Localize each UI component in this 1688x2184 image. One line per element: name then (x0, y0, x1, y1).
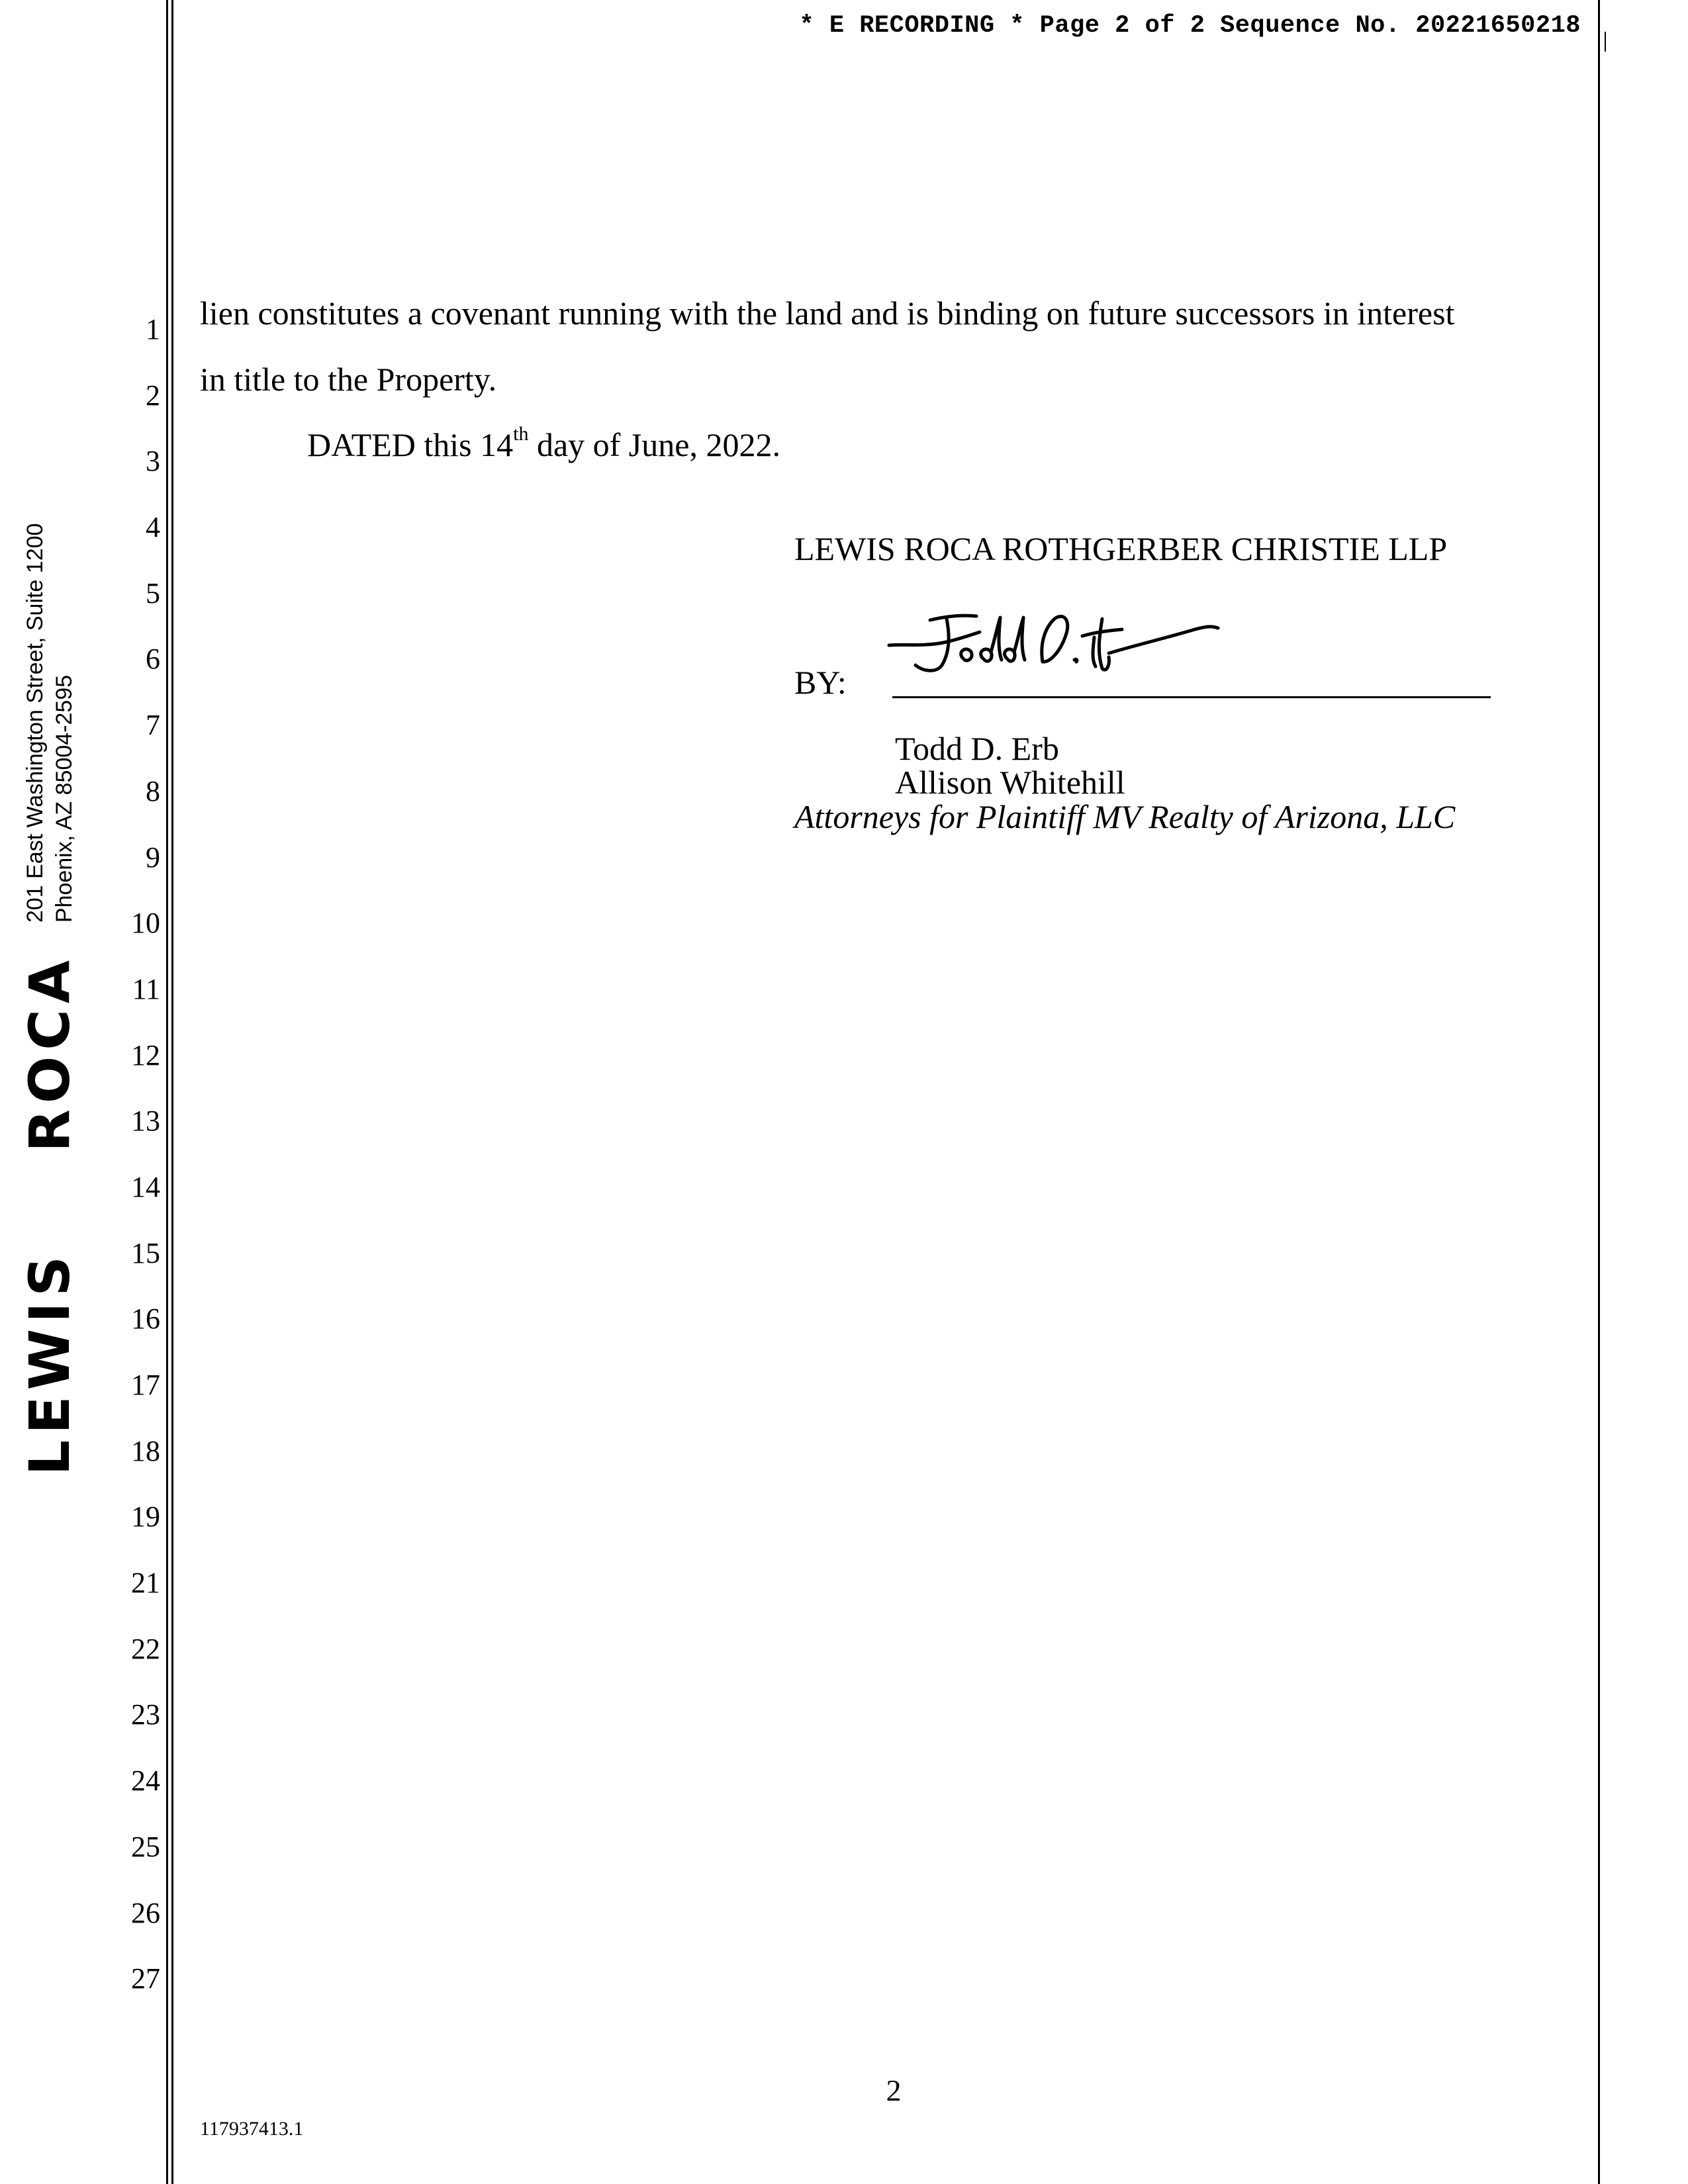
recording-header: * E RECORDING * Page 2 of 2 Sequence No. 20221650218 (799, 12, 1581, 40)
firm-sidebar (0, 0, 99, 2184)
dated-prefix: DATED this 14 (307, 426, 514, 463)
firm-address (21, 523, 79, 923)
signature-line (892, 696, 1491, 698)
line-number: 13 (131, 1105, 160, 1138)
line-number: 9 (146, 841, 160, 874)
line-number: 24 (131, 1764, 160, 1797)
signer-role: Attorneys for Plaintiff MV Realty of Arizona, LLC (794, 798, 1456, 835)
firm-name: LEWIS ROCA (17, 954, 82, 1476)
line-number: 22 (131, 1632, 160, 1665)
firm-block (17, 523, 82, 1476)
dated-line (307, 423, 780, 464)
signer-2: Allison Whitehill (895, 764, 1125, 801)
body-line-1: lien constitutes a covenant running with the land and is binding on future successors in interest (200, 295, 1455, 332)
line-number: 10 (131, 907, 160, 940)
page-number: 2 (886, 2073, 902, 2107)
line-number: 25 (131, 1830, 160, 1863)
by-label: BY: (794, 664, 847, 701)
body-line-2: in title to the Property. (200, 361, 497, 398)
signer-1: Todd D. Erb (895, 730, 1059, 767)
line-number: 1 (146, 313, 160, 345)
left-margin-rule-inner (171, 0, 173, 2184)
line-number: 17 (131, 1369, 160, 1401)
line-number: 12 (131, 1038, 160, 1071)
line-number: 27 (131, 1962, 160, 1995)
left-margin-rule-outer (166, 0, 168, 2184)
line-number: 7 (146, 709, 160, 742)
line-number: 14 (131, 1170, 160, 1203)
line-number: 4 (146, 511, 160, 544)
line-number: 11 (132, 972, 160, 1005)
line-numbers (99, 296, 160, 2012)
line-number: 5 (146, 576, 160, 610)
line-number: 3 (146, 445, 160, 478)
line-number: 19 (131, 1500, 160, 1533)
line-number: 26 (131, 1896, 160, 1929)
header-tick (1605, 32, 1606, 52)
line-number: 8 (146, 774, 160, 807)
handwritten-signature (884, 599, 1228, 692)
firm-address-line1: 201 East Washington Street, Suite 1200 (23, 523, 48, 923)
firm-address-line2: Phoenix, AZ 85004-2595 (52, 674, 77, 923)
dated-ordinal: th (513, 423, 529, 445)
line-number: 21 (131, 1567, 160, 1600)
signature-firm: LEWIS ROCA ROTHGERBER CHRISTIE LLP (794, 530, 1448, 567)
line-number: 15 (131, 1236, 160, 1269)
document-id: 117937413.1 (200, 2118, 304, 2140)
line-number: 18 (131, 1434, 160, 1467)
right-margin-rule (1598, 0, 1600, 2184)
line-number: 16 (131, 1302, 160, 1336)
line-number: 23 (131, 1698, 160, 1731)
line-number: 2 (146, 379, 160, 412)
dated-suffix: day of June, 2022. (528, 426, 780, 463)
line-number: 6 (146, 643, 160, 676)
